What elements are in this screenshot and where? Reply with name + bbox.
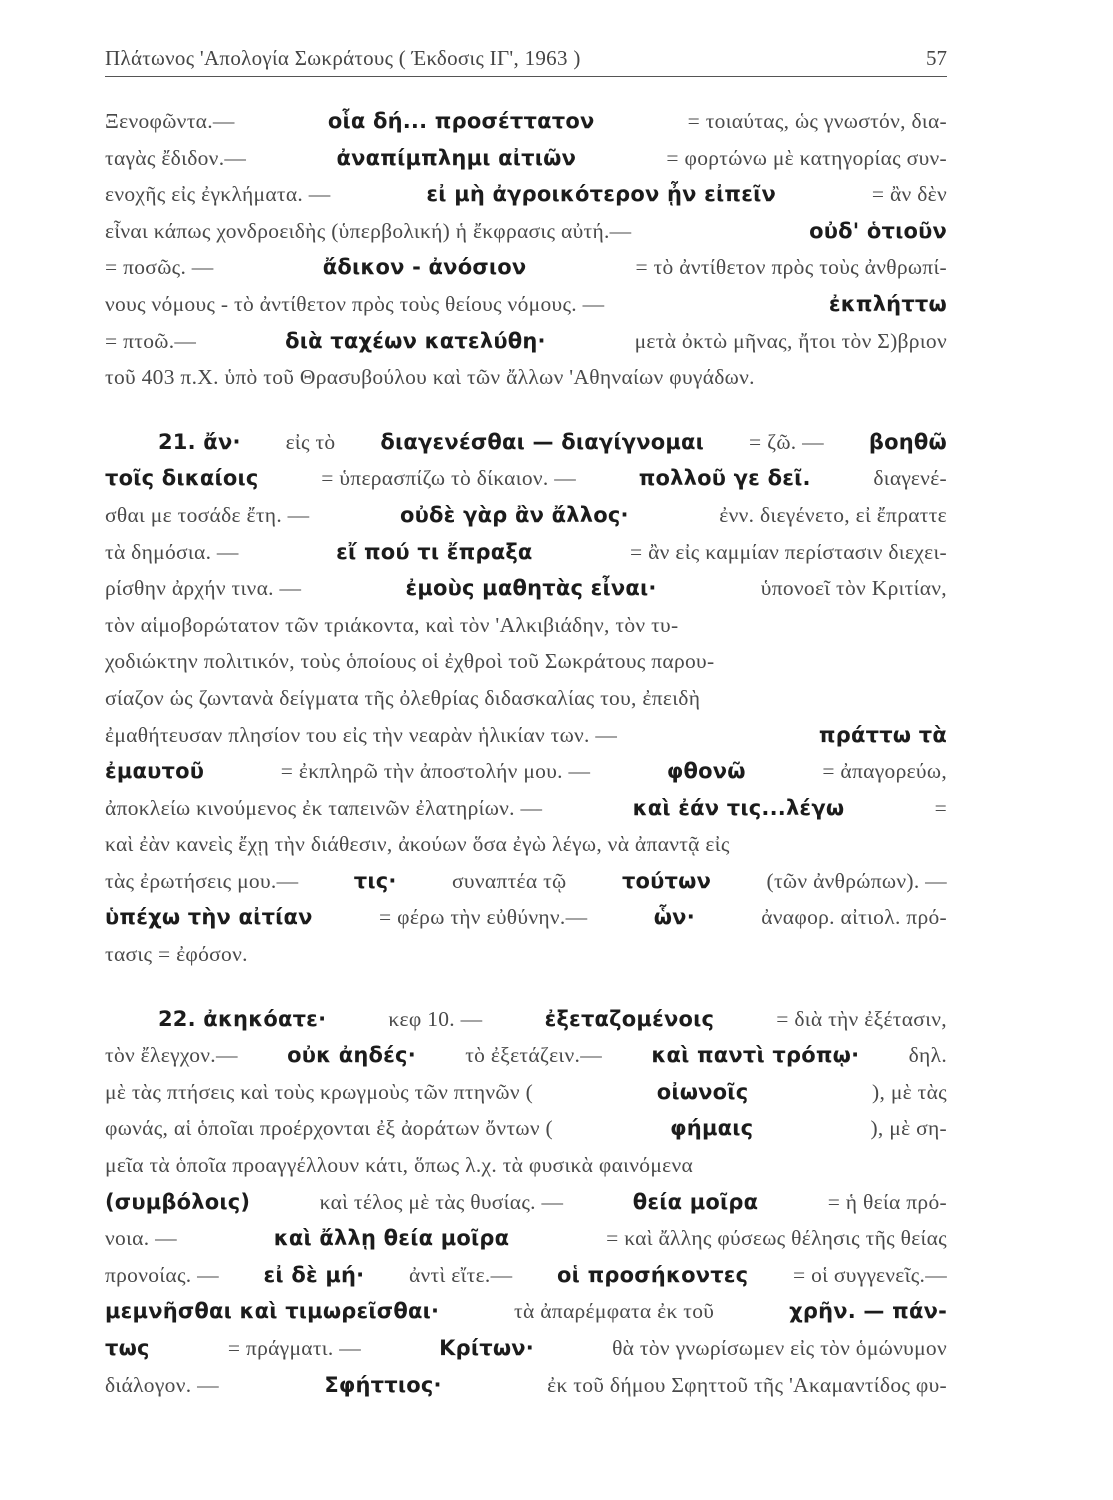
lemma-term: ἐξεταζομένοις [544,1006,715,1031]
lemma-term: μεμνῆσθαι καὶ τιμωρεῖσθαι· [105,1299,440,1324]
gloss-text: = καὶ ἄλλης φύσεως θέλησις τῆς θείας [606,1226,947,1251]
commentary-text [105,109,947,1409]
gloss-text: θὰ τὸν γνωρίσωμεν εἰς τὸν ὁμώνυμον [612,1336,947,1360]
lemma-term: 22. ἀκηκόατε· [158,1006,327,1031]
gloss-text: = οἱ συγγενεῖς.— [792,1262,947,1287]
gloss-text: ἐνν. διεγένετο, εἰ ἔπραττε [719,502,947,527]
gloss-text: Ξενοφῶντα.— [105,109,235,133]
text-line [105,1299,947,1336]
gloss-text: ενοχῆς εἰς ἐγκλήματα. — [105,182,331,207]
text-line [105,1336,947,1373]
lemma-term: οὐκ ἀηδές· [287,1043,416,1068]
lemma-term: χρῆν. — πάν- [789,1299,947,1324]
gloss-text: = ἂν δὲν [871,182,947,207]
lemma-term: τοῖς δικαίοις [105,466,259,491]
text-line [105,1043,947,1080]
lemma-term: τούτων [621,868,712,893]
gloss-text: τασις = ἐφόσον. [105,942,248,967]
gloss-text: σθαι με τοσάδε ἔτη. — [105,502,310,527]
lemma-term: Σφήττιος· [324,1372,442,1397]
lemma-term: ἐμαυτοῦ [105,759,205,784]
lemma-term: ἐκπλήττω [828,291,947,316]
gloss-text: εἶναι κάπως χονδροειδὴς (ὑπερβολική) ἡ ἔκφρασις αὐτή.— [105,218,632,243]
gloss-text: δηλ. [908,1043,947,1068]
gloss-text: ρίσθην ἀρχήν τινα. — [105,576,302,601]
gloss-text: κεφ 10. — [388,1006,483,1031]
gloss-text: φωνάς, αἱ ὁποῖαι προέρχονται ἐξ ἀοράτων ὄντων ( [105,1116,553,1141]
lemma-term: οἱ προσήκοντες [557,1262,749,1287]
gloss-text: τὰς ἐρωτήσεις μου.— [105,868,299,893]
lemma-term: θεία μοῖρα [632,1189,759,1214]
text-line [105,832,947,869]
lemma-term: ὧν· [653,905,695,930]
text-line [105,1190,947,1227]
lemma-term: πράττω τὰ [818,722,947,747]
gloss-text: ἀποκλείω κινούμενος ἐκ ταπεινῶν ἐλατηρίων. — [105,795,543,820]
gloss-text: σίαζον ὡς ζωντανὰ δείγματα τῆς ὀλεθρίας διδασκαλίας του, ἐπειδὴ [105,685,701,710]
gloss-text: ἐμαθήτευσαν πλησίον του εἰς τὴν νεαρὰν ἡλικίαν των. — [105,722,618,747]
text-line [105,430,947,467]
gloss-text: συναπτέα τῷ [452,868,567,893]
running-head-title: Πλάτωνος 'Απολογία Σωκράτους ( Έκδοσις ΙΓ', 1963 ) [105,46,581,70]
gloss-text: = ζῶ. — [749,429,824,454]
lemma-term: οὐδὲ γὰρ ἂν ἄλλος· [400,502,629,527]
lemma-term: διαγενέσθαι — διαγίγνομαι [380,429,705,454]
gloss-text: τὸν αἱμοβορώτατον τῶν τριάκοντα, καὶ τὸν 'Αλκιβιάδην, τὸν τυ- [105,612,679,637]
text-line [105,649,947,686]
lemma-term: 21. ἄν· [158,429,241,454]
lemma-term: ἐμοὺς μαθητὰς εἶναι· [405,576,657,601]
text-line [105,109,947,146]
text-line [105,503,947,540]
text-line [105,576,947,613]
text-line [105,723,947,760]
text-line [105,1080,947,1117]
gloss-text: = φορτώνω μὲ κατηγορίας συν- [666,145,947,170]
text-line [105,219,947,256]
page-number: 57 [926,46,947,70]
text-line [105,1153,947,1190]
gloss-text: = τὸ ἀντίθετον πρὸς τοὺς ἀνθρωπί- [635,255,947,280]
gloss-text: ), μὲ τὰς [872,1079,947,1104]
gloss-text: τὸ ἐξετάζειν.— [465,1043,603,1068]
gloss-text: ἐκ τοῦ δήμου Σφηττοῦ τῆς 'Ακαμαντίδος φυ- [547,1372,947,1397]
gloss-text: ), μὲ ση- [870,1116,947,1141]
gloss-text: νους νόμους - τὸ ἀντίθετον πρὸς τοὺς θείους νόμους. — [105,291,605,316]
gloss-text: εἰς τὸ [285,429,336,454]
gloss-text: χοδιώκτην πολιτικόν, τοὺς ὁποίους οἱ ἐχθροὶ τοῦ Σωκράτους παρου- [105,649,715,674]
lemma-term: οὐδ' ὁτιοῦν [809,218,947,243]
lemma-term: εἴ πού τι ἔπραξα [336,539,533,564]
text-line [105,466,947,503]
gloss-text: = πράγματι. — [227,1336,362,1360]
gloss-text: = τοιαύτας, ὡς γνωστόν, δια- [687,109,947,133]
gloss-text: τὰ ἀπαρέμφατα ἐκ τοῦ [514,1299,715,1324]
text-line [105,1263,947,1300]
lemma-term: καὶ ἄλλῃ θεία μοῖρα [273,1226,510,1251]
lemma-term: οἰωνοῖς [656,1079,749,1104]
lemma-term: διὰ ταχέων κατελύθη· [285,328,546,353]
lemma-term: πολλοῦ γε δεῖ. [638,466,811,491]
gloss-text: = φέρω τὴν εὐθύνην.— [379,905,588,930]
gloss-text: (τῶν ἀνθρώπων). — [766,868,947,893]
lemma-term: φθονῶ [666,759,746,784]
text-line [105,1116,947,1153]
gloss-text: = ἡ θεία πρό- [827,1189,947,1214]
gloss-text: = ὑπερασπίζω τὸ δίκαιον. — [321,466,577,491]
text-line [105,540,947,577]
gloss-text: καὶ τέλος μὲ τὰς θυσίας. — [319,1189,564,1214]
gloss-text: διαγενέ- [873,466,947,491]
text-line [105,613,947,650]
gloss-text: ταγὰς ἔδιδον.— [105,145,247,170]
text-line [105,686,947,723]
lemma-term: ὑπέχω τὴν αἰτίαν [105,905,313,930]
lemma-term: (συμβόλοις) [105,1189,251,1214]
gloss-text: = διὰ τὴν ἐξέτασιν, [776,1006,947,1031]
text-line [105,292,947,329]
lemma-term: Κρίτων· [439,1336,534,1360]
gloss-text: = ἐκπληρῶ τὴν ἀποστολήν μου. — [280,759,591,784]
text-line [105,796,947,833]
lemma-term: τις· [353,868,397,893]
lemma-term: ἀναπίμπλημι αἰτιῶν [336,145,577,170]
gloss-text: τὸν ἔλεγχον.— [105,1043,238,1068]
text-line [105,182,947,219]
lemma-term: τως [105,1336,150,1360]
gloss-text: ὑπονοεῖ τὸν Κριτίαν, [760,576,947,601]
gloss-text: ἀναφορ. αἰτιολ. πρό- [761,905,947,930]
text-line [105,869,947,906]
text-line [105,146,947,183]
gloss-text: ἀντὶ εἴτε.— [408,1262,513,1287]
gloss-text: = ἂν εἰς καμμίαν περίστασιν διεχει- [630,539,947,564]
lemma-term: εἰ δὲ μή· [263,1262,365,1287]
gloss-text: διάλογον. — [105,1372,219,1397]
gloss-text: = πτοῶ.— [105,328,197,353]
lemma-term: οἷα δή... προσέττατον [327,109,595,133]
lemma-term: καὶ ἐάν τις...λέγω [632,795,845,820]
gloss-text: νοια. — [105,1226,177,1251]
lemma-term: φήμαις [670,1116,754,1141]
text-line [105,1226,947,1263]
gloss-text: μετὰ ὀκτὼ μῆνας, ἤτοι τὸν Σ)βριον [634,328,947,353]
lemma-term: καὶ παντὶ τρόπῳ· [651,1043,860,1068]
gloss-text: = ἀπαγορεύω, [822,759,947,784]
running-head [105,40,947,77]
gloss-text: προνοίας. — [105,1262,219,1287]
gloss-text: μεῖα τὰ ὁποῖα προαγγέλλουν κάτι, ὅπως λ.χ. τὰ φυσικὰ φαινόμενα [105,1153,694,1178]
lemma-term: βοηθῶ [868,429,947,454]
text-line [105,365,947,402]
lemma-term: εἰ μὴ ἀγροικότερον ᾖν εἰπεῖν [426,182,777,207]
text-line [105,942,947,979]
book-page [105,40,947,1460]
text-line [105,759,947,796]
gloss-text: τὰ δημόσια. — [105,539,239,564]
gloss-text: = [934,795,947,820]
gloss-text: = ποσῶς. — [105,255,214,280]
text-line [105,329,947,366]
gloss-text: τοῦ 403 π.Χ. ὑπὸ τοῦ Θρασυβούλου καὶ τῶν ἄλλων 'Αθηναίων φυγάδων. [105,365,755,390]
text-line [105,1373,947,1410]
gloss-text: μὲ τὰς πτήσεις καὶ τοὺς κρωγμοὺς τῶν πτηνῶν ( [105,1079,534,1104]
text-line [105,255,947,292]
text-line [105,905,947,942]
lemma-term: ἄδικον - ἀνόσιον [322,255,527,280]
text-line [105,1007,947,1044]
gloss-text: καὶ ἐὰν κανεὶς ἔχῃ τὴν διάθεσιν, ἀκούων ὅσα ἐγὼ λέγω, νὰ ἀπαντᾷ εἰς [105,832,730,857]
